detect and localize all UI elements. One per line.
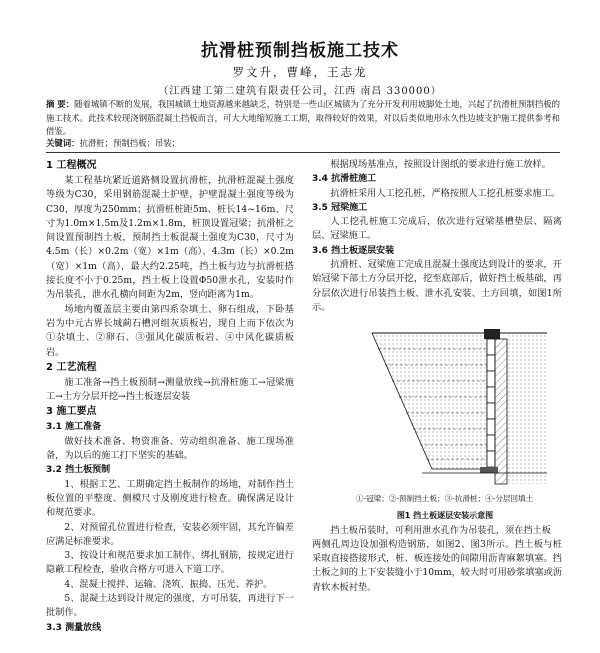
section-2-heading: 2 工艺流程 [46,361,97,373]
section-3-5-heading: 3.5 冠梁施工 [312,202,368,213]
section-3-5-paragraph: 人工挖孔桩施工完成后，依次进行冠梁基槽垫层、隔离层、冠梁施工。 [312,216,562,242]
section-3-3-paragraph: 根据现场基准点，按照设计图纸的要求进行施工放样。 [330,159,551,170]
header-divider [46,152,560,153]
section-2-process-flow: 施工准备→挡土板预制→测量放线→抗滑桩施工→冠梁施工→土方分层开挖→挡土板逐层安装 [46,376,294,403]
figure-legend: ①-冠梁；②-预制挡土板；③-抗滑桩；④-分层回填土 [355,493,534,503]
section-3-2-heading: 3.2 挡土板预制 [46,465,111,476]
lifting-paragraph-2: 两侧孔周边设加强构造钢筋，如图2、图3所示。挡土板与桩采取直接搭接形式，桩、板连接处的间隙用沥青麻絮填塞。挡土板之间的上下安装缝小于10mm，较大时可用砂浆填塞或沥青软木板衬垫。 [312,538,562,593]
section-3-4-heading: 3.4 抗滑桩施工 [312,174,377,185]
right-column [312,158,562,595]
section-3-2-step-3: 3、按设计和规范要求加工制作、绑扎钢筋，按规定进行隐蔽工程检查，验收合格方可进入下道工序。 [46,550,294,576]
section-3-6-paragraph: 抗滑桩、冠梁施工完成且混凝土强度达到设计的要求，开始冠梁下部土方分层开挖，挖至底部后，做好挡土板基础，再分层依次进行吊装挡土板、泄水孔安装、土方回填，如图1所示。 [312,259,562,313]
panel-foundation [480,467,498,473]
keywords [46,137,560,149]
left-column [46,158,294,635]
keywords-text: 抗滑桩；预制挡板；吊装； [79,138,180,148]
section-1-paragraph-2: 场地内覆盖层主要由第四系杂填土、卵石组成，下卧基岩为中元古界长城蓟石槽河组灰质板岩，现自上而下依次为①杂填土、②卵石、③强风化碳质板岩、④中风化碳质板岩。 [46,303,294,358]
figure-caption: 图1 挡土板逐层安装示意图 [396,511,494,521]
section-3-2-step-4: 4、混凝土搅拌、运输、浇筑、振捣、压光、养护。 [64,578,273,590]
abstract-label: 摘 要： [46,99,75,109]
section-1-heading: 1 工程概况 [46,160,97,171]
section-3-4-paragraph: 抗滑桩采用人工挖孔桩，严格按照人工挖孔桩要求施工。 [330,187,561,199]
section-3-2-step-5: 5、混凝土达到设计规定的强度，方可吊装，再进行下一批制作。 [46,593,294,619]
abstract-text: 随着城镇不断的发展，我国城镇土地资源越来越缺乏，特别是一些山区城镇为了充分开发利用坡脚处土地，兴起了抗滑桩预制挡板的施工技术。此技术较现浇钢筋混凝土挡板而言，可大大地缩短施工工期，取得较好的效果，对以后类似地形永久性边坡支护施工提供参考和借鉴。 [46,99,560,136]
section-3-3-heading: 3.3 测量放线 [46,622,102,633]
author-list: 罗文升，曹峰，王志龙 [232,65,368,79]
author-affiliation: （江西建工第二建筑有限责任公司，江西 南昌 330000） [158,86,442,97]
retaining-wall-diagram [312,319,562,487]
paper-title: 抗滑桩预制挡板施工技术 [201,41,399,61]
retained-soil [507,333,547,484]
cap-beam [484,329,500,339]
section-3-1-paragraph: 做好技术准备、物资准备、劳动组织准备、施工现场准备，为以后的施工打下坚实的基础。 [46,435,294,462]
section-3-1-heading: 3.1 施工准备 [46,422,102,433]
section-3-6-heading: 3.6 挡土板逐层安装 [312,245,395,256]
figure-1-diagram [312,319,562,509]
section-3-2-step-1: 1、根据工艺、工期确定挡土板制作的场地，对制作挡土板位置的平整度、侧模尺寸及刚度进行检查。确保满足设计和规范要求。 [46,478,294,519]
abstract [46,98,560,139]
backfill-soil [372,333,487,469]
keywords-label: 关键词： [46,138,80,148]
anti-slide-pile [495,339,507,484]
lifting-paragraph-1: 挡土板吊装时，可利用泄水孔作为吊装孔，须在挡土板 [330,524,551,536]
section-1-paragraph-1: 某工程基坑紧近道路侧设置抗滑桩，抗滑桩混凝土强度等级为C30，采用钢筋混凝土护壁，护壁混凝土强度等级为C30，厚度为250mm；抗滑桩桩距5m、桩长14~16m、尺寸为1.0m×1.5m及1.2m×1.8m，桩顶设置冠梁；抗滑桩之间设置预制挡土板，预制挡土板混凝土强度为C30，尺寸为4.5m（长）×0.2m（宽）×1m（高）、4.3m（长）×0.2m（宽）×1m（高），最大约2.25吨，挡土板与边与抗滑桩搭接长度不小于0.25m，挡土板上设置Φ50泄水孔，安装时作为吊装孔，泄水孔横向间距为2m，竖向距离为1m。 [46,175,294,301]
prefab-panels [487,339,495,467]
section-3-2-step-2: 2、对预留孔位置进行检查，安装必须牢固，其允许偏差应满足标准要求。 [46,521,294,547]
section-3-heading: 3 施工要点 [46,406,97,418]
